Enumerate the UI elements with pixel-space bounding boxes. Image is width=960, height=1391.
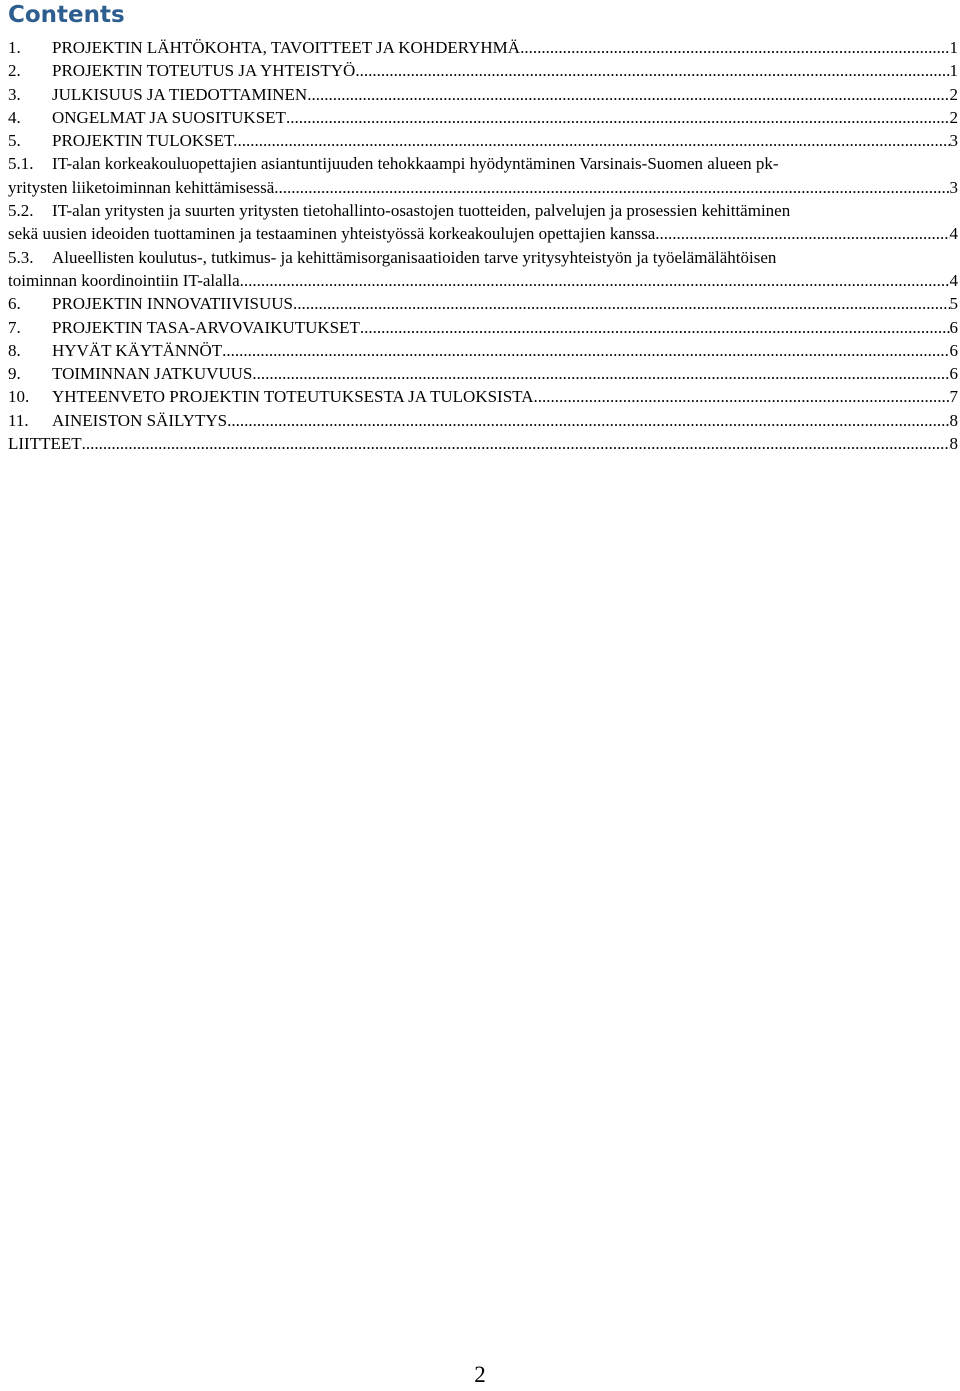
toc-entry-title-line-1: IT-alan yritysten ja suurten yritysten tietohallinto-osastojen tuotteiden, palvelujen ja prosessien kehittäminen <box>52 201 791 221</box>
toc-dot-leader <box>355 59 949 82</box>
toc-entry-page: 8 <box>949 434 958 454</box>
toc-entry[interactable] <box>8 152 960 199</box>
toc-entry-title: PROJEKTIN INNOVATIIVISUUS <box>52 294 293 314</box>
toc-dot-leader <box>222 339 949 362</box>
toc-dot-leader <box>237 129 949 152</box>
toc-dot-leader <box>286 106 950 129</box>
toc-entry-title: ONGELMAT JA SUOSITUKSET <box>52 107 286 127</box>
toc-entry-number: 11. <box>8 410 29 430</box>
page-number: 2 <box>474 1362 486 1387</box>
toc-dot-leader <box>533 385 949 408</box>
toc-dot-leader <box>307 83 949 106</box>
toc-dot-leader <box>252 362 949 385</box>
toc-entry-title-line-2: yritysten liiketoiminnan kehittämisessä. <box>8 177 279 197</box>
toc-entry-number: 10. <box>8 387 30 407</box>
toc-entry-page: 1 <box>949 61 958 81</box>
toc-dot-leader <box>660 222 950 245</box>
toc-entry-title: YHTEENVETO PROJEKTIN TOTEUTUKSESTA JA TULOKSISTA <box>52 387 534 407</box>
toc-entry-number: 2. <box>8 61 21 81</box>
toc-entry-page: 4 <box>949 270 958 290</box>
toc-dot-leader <box>279 176 950 199</box>
toc-list <box>8 36 960 455</box>
toc-entry-page: 6 <box>949 317 958 337</box>
toc-entry-page: 2 <box>949 107 958 127</box>
toc-entry[interactable] <box>8 36 960 59</box>
toc-entry-page: 6 <box>949 364 958 384</box>
toc-entry[interactable] <box>8 246 960 293</box>
toc-entry-title: TOIMINNAN JATKUVUUS <box>52 364 253 384</box>
toc-entry-page: 5 <box>949 294 958 314</box>
toc-entry-page: 7 <box>949 387 958 407</box>
toc-entry[interactable] <box>8 362 960 385</box>
toc-dot-leader <box>360 316 950 339</box>
toc-entry-title: PROJEKTIN TOTEUTUS JA YHTEISTYÖ <box>52 61 356 81</box>
toc-entry-number: 4. <box>8 107 21 127</box>
toc-entry[interactable] <box>8 59 960 82</box>
toc-entry-number: 7. <box>8 317 21 337</box>
toc-entry[interactable] <box>8 129 960 152</box>
toc-entry-number: 5.2. <box>8 201 34 221</box>
toc-entry[interactable] <box>8 409 960 432</box>
toc-entry-number: 5.1. <box>8 154 34 174</box>
toc-entry-page: 4 <box>949 224 958 244</box>
toc-entry-page: 2 <box>949 84 958 104</box>
toc-entry-title-line-2: sekä uusien ideoiden tuottaminen ja testaaminen yhteistyössä korkeakoulujen opettajien kanssa. <box>8 224 660 244</box>
toc-entry-title-line-2: toiminnan koordinointiin IT-alalla <box>8 270 240 290</box>
toc-entry-title: PROJEKTIN TASA-ARVOVAIKUTUKSET <box>52 317 360 337</box>
toc-entry-number: 6. <box>8 294 21 314</box>
toc-entry[interactable] <box>8 106 960 129</box>
toc-entry-title: JULKISUUS JA TIEDOTTAMINEN <box>52 84 308 104</box>
toc-entry-page: 3 <box>949 177 958 197</box>
toc-dot-leader <box>240 269 950 292</box>
toc-entry[interactable] <box>8 339 960 362</box>
toc-entry-title: PROJEKTIN TULOKSET. <box>52 131 238 151</box>
toc-entry-number: 5.3. <box>8 247 34 267</box>
toc-entry-number: 1. <box>8 38 21 57</box>
toc-entry-title: AINEISTON SÄILYTYS <box>52 410 228 430</box>
toc-entry[interactable] <box>8 292 960 315</box>
toc-entry-page: 8 <box>949 410 958 430</box>
toc-entry-number: 9. <box>8 364 21 384</box>
toc-entry-page: 1 <box>949 38 958 57</box>
toc-entry[interactable] <box>8 316 960 339</box>
toc-entry-number: 3. <box>8 84 21 104</box>
toc-entry-title-line-1: Alueellisten koulutus-, tutkimus- ja kehittämisorganisaatioiden tarve yritysyhteistyön ja työelämälähtöisen <box>52 247 777 267</box>
toc-dot-leader <box>227 409 949 432</box>
toc-entry[interactable] <box>8 83 960 106</box>
toc-entry-title-line-1: IT-alan korkeakouluopettajien asiantuntijuuden tehokkaampi hyödyntäminen Varsinais-Suomen alueen pk- <box>52 154 779 174</box>
toc-entry-title: PROJEKTIN LÄHTÖKOHTA, TAVOITTEET JA KOHDERYHMÄ <box>52 38 521 57</box>
toc-entry-page: 6 <box>949 340 958 360</box>
toc-dot-leader <box>520 36 949 59</box>
toc-entry-number: 8. <box>8 340 21 360</box>
toc-entry-number: 5. <box>8 131 21 151</box>
toc-entry-title: HYVÄT KÄYTÄNNÖT <box>52 340 223 360</box>
toc-entry[interactable] <box>8 199 960 246</box>
toc-entry[interactable] <box>8 385 960 408</box>
toc-dot-leader <box>82 432 950 455</box>
toc-entry[interactable] <box>8 432 960 455</box>
toc-heading: Contents <box>8 2 125 28</box>
toc-entry-page: 3 <box>949 131 958 151</box>
toc-dot-leader <box>293 292 950 315</box>
toc-entry-title: LIITTEET <box>8 434 82 454</box>
